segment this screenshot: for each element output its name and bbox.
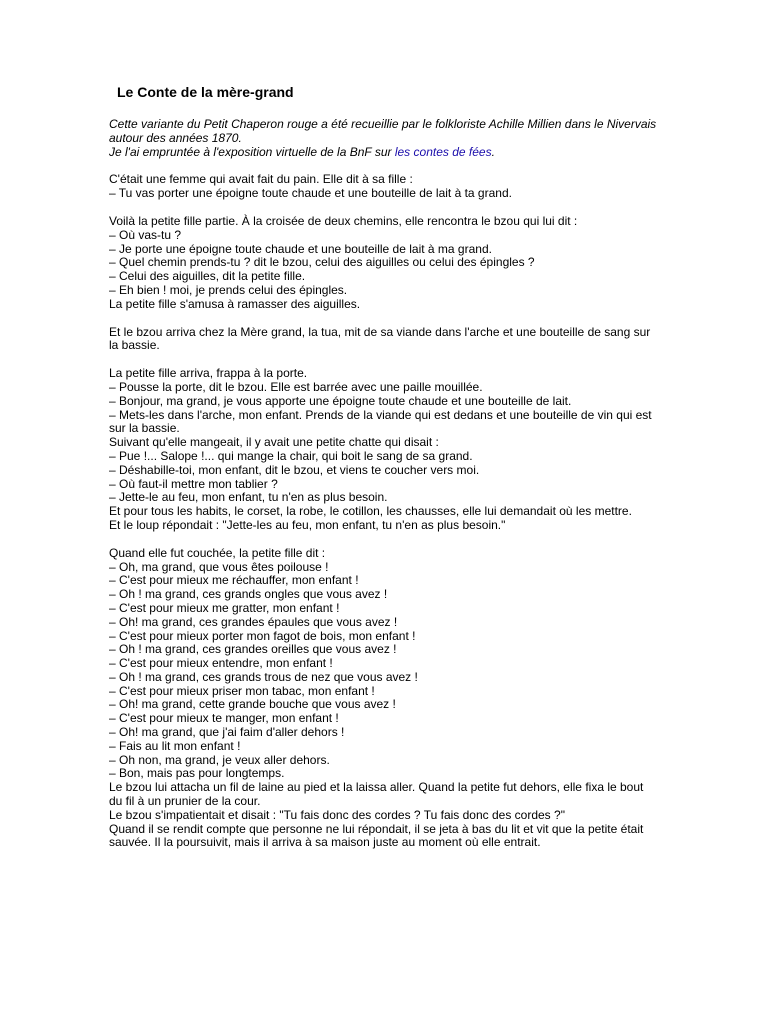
story-line: – Oh ! ma grand, ces grands ongles que vous avez ! bbox=[109, 587, 388, 602]
story-line: – Oh non, ma grand, je veux aller dehors. bbox=[109, 752, 330, 767]
story-line: – Mets-les dans l'arche, mon enfant. Prends de la viande qui est dedans et une bouteille de vin qui est sur la bassie. bbox=[109, 407, 652, 436]
story-line: La petite fille arriva, frappa à la porte. bbox=[109, 366, 308, 381]
story-line: – Quel chemin prends-tu ? dit le bzou, celui des aiguilles ou celui des épingles ? bbox=[109, 255, 535, 270]
story-line: – Oh! ma grand, cette grande bouche que vous avez ! bbox=[109, 697, 396, 712]
story-line: Et le bzou arriva chez la Mère grand, la tua, mit de sa viande dans l'arche et une bouteille de sang sur la bassie. bbox=[109, 324, 651, 353]
story-text bbox=[109, 173, 657, 850]
intro-line-2-prefix: Je l'ai empruntée à l'exposition virtuelle de la BnF sur bbox=[109, 144, 395, 159]
story-line: – Oh! ma grand, ces grandes épaules que vous avez ! bbox=[109, 614, 398, 629]
story-line: – Fais au lit mon enfant ! bbox=[109, 738, 241, 753]
intro-line-2-suffix: . bbox=[491, 144, 495, 159]
story-line: Suivant qu'elle mangeait, il y avait une petite chatte qui disait : bbox=[109, 435, 439, 450]
intro-line-1: Cette variante du Petit Chaperon rouge a été recueillie par le folkloriste Achille Millien dans le Nivervais autour des années 1870. bbox=[109, 117, 657, 145]
story-line: La petite fille s'amusa à ramasser des aiguilles. bbox=[109, 296, 361, 311]
story-line: Le bzou lui attacha un fil de laine au pied et la laissa aller. Quand la petite fut dehors, elle fixa le bout du fil à un prunier de la cour. bbox=[109, 780, 644, 809]
story-line: – Je porte une époigne toute chaude et une bouteille de lait à ma grand. bbox=[109, 241, 492, 256]
story-line: – C'est pour mieux entendre, mon enfant ! bbox=[109, 656, 333, 671]
story-paragraph bbox=[109, 173, 657, 201]
story-paragraph bbox=[109, 326, 657, 354]
story-line: Et le loup répondait : "Jette-les au feu, mon enfant, tu n'en as plus besoin." bbox=[109, 517, 506, 532]
story-paragraph bbox=[109, 367, 657, 533]
story-line: – Tu vas porter une époigne toute chaude et une bouteille de lait à ta grand. bbox=[109, 186, 512, 201]
document-page bbox=[109, 84, 657, 850]
story-line: – Déshabille-toi, mon enfant, dit le bzou, et viens te coucher vers moi. bbox=[109, 462, 480, 477]
story-line: – C'est pour mieux porter mon fagot de bois, mon enfant ! bbox=[109, 628, 416, 643]
story-line: – Oh ! ma grand, ces grands trous de nez que vous avez ! bbox=[109, 669, 418, 684]
story-line: – C'est pour mieux me réchauffer, mon enfant ! bbox=[109, 573, 359, 588]
story-line: Quand elle fut couchée, la petite fille dit : bbox=[109, 545, 326, 560]
story-line: – Où faut-il mettre mon tablier ? bbox=[109, 476, 278, 491]
contes-de-fees-link[interactable]: les contes de fées bbox=[394, 144, 492, 159]
story-line: – Bon, mais pas pour longtemps. bbox=[109, 766, 285, 781]
story-line: – C'est pour mieux me gratter, mon enfant ! bbox=[109, 600, 340, 615]
story-line: – Celui des aiguilles, dit la petite fille. bbox=[109, 269, 306, 284]
story-line: Quand il se rendit compte que personne ne lui répondait, il se jeta à bas du lit et vit que la petite était sauvée. Il la poursuivit, mais il arriva à sa maison juste au moment où elle entrait. bbox=[109, 821, 644, 850]
story-line: – C'est pour mieux te manger, mon enfant ! bbox=[109, 711, 339, 726]
story-line: – Oh, ma grand, que vous êtes poilouse ! bbox=[109, 559, 329, 574]
story-line: Et pour tous les habits, le corset, la robe, le cotillon, les chausses, elle lui demandait où les mettre. bbox=[109, 504, 632, 519]
story-line: Le bzou s'impatientait et disait : "Tu fais donc des cordes ? Tu fais donc des cordes ?" bbox=[109, 807, 565, 822]
story-line: – Eh bien ! moi, je prends celui des épingles. bbox=[109, 282, 348, 297]
story-line: C'était une femme qui avait fait du pain. Elle dit à sa fille : bbox=[109, 172, 413, 187]
story-line: – Oh ! ma grand, ces grandes oreilles que vous avez ! bbox=[109, 642, 397, 657]
story-paragraph bbox=[109, 215, 657, 312]
page-title: Le Conte de la mère-grand bbox=[117, 84, 294, 100]
intro-line-2 bbox=[109, 146, 657, 160]
story-paragraph bbox=[109, 547, 657, 851]
story-line: – Bonjour, ma grand, je vous apporte une époigne toute chaude et une bouteille de lait. bbox=[109, 393, 572, 408]
story-line: – Pue !... Salope !... qui mange la chair, qui boit le sang de sa grand. bbox=[109, 448, 473, 463]
story-line: – Pousse la porte, dit le bzou. Elle est barrée avec une paille mouillée. bbox=[109, 379, 483, 394]
story-line: – Oh! ma grand, que j'ai faim d'aller dehors ! bbox=[109, 725, 345, 740]
story-line: Voilà la petite fille partie. À la croisée de deux chemins, elle rencontra le bzou qui lui dit : bbox=[109, 213, 578, 228]
story-line: – Où vas-tu ? bbox=[109, 227, 182, 242]
intro-note bbox=[109, 118, 657, 159]
story-line: – C'est pour mieux priser mon tabac, mon enfant ! bbox=[109, 683, 375, 698]
story-line: – Jette-le au feu, mon enfant, tu n'en as plus besoin. bbox=[109, 490, 388, 505]
